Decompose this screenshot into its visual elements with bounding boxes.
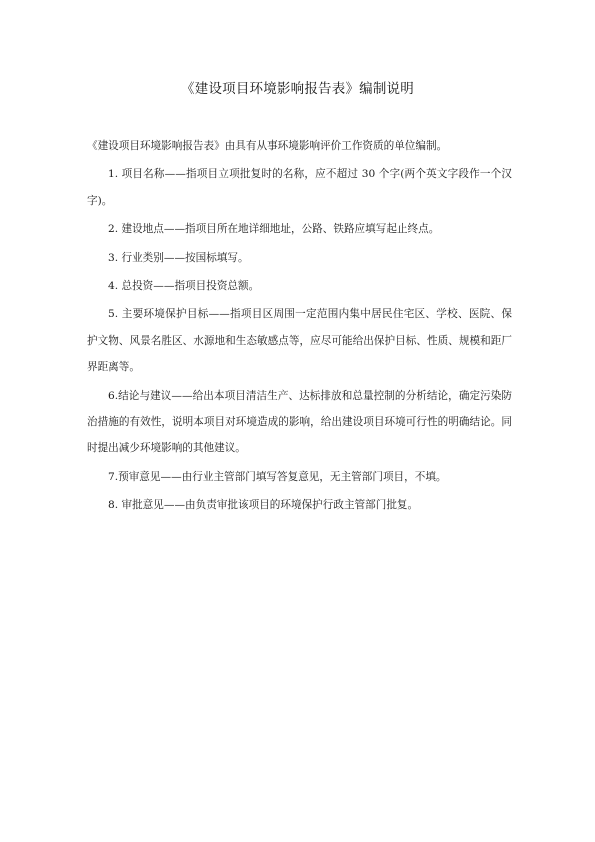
item-1-paragraph: 1. 项目名称——指项目立项批复时的名称，应不超过 30 个字(两个英文字段作一个汉字)。 xyxy=(87,168,512,207)
item-4-paragraph: 4. 总投资——指项目投资总额。 xyxy=(108,280,260,293)
intro-paragraph: 《建设项目环境影响报告表》由具有从事环境影响评价工作资质的单位编制。 xyxy=(87,140,448,152)
item-5-paragraph: 5. 主要环境保护目标——指项目区周围一定范围内集中居民住宅区、学校、医院、保护文物、风景名胜区、水源地和生态敏感点等，应尽可能给出保护目标、性质、规模和距厂界距离等。 xyxy=(87,308,512,374)
document-body xyxy=(87,133,512,521)
item-2-paragraph: 2. 建设地点——指项目所在地详细地址，公路、铁路应填写起止终点。 xyxy=(108,223,440,236)
document-title: 《建设项目环境影响报告表》编制说明 xyxy=(181,81,414,97)
item-3-paragraph: 3. 行业类别——按国标填写。 xyxy=(108,251,249,264)
item-8-paragraph: 8. 审批意见——由负责审批该项目的环境保护行政主管部门批复。 xyxy=(108,499,419,512)
item-7-paragraph: 7.预审意见——由行业主管部门填写答复意见，无主管部门项目，不填。 xyxy=(108,470,447,483)
item-6-paragraph: 6.结论与建议——给出本项目清洁生产、达标排放和总量控制的分析结论，确定污染防治措施的有效性，说明本项目对环境造成的影响，给出建设项目环境可行性的明确结论。同时提出减少环境影响的其他建议。 xyxy=(87,389,512,455)
